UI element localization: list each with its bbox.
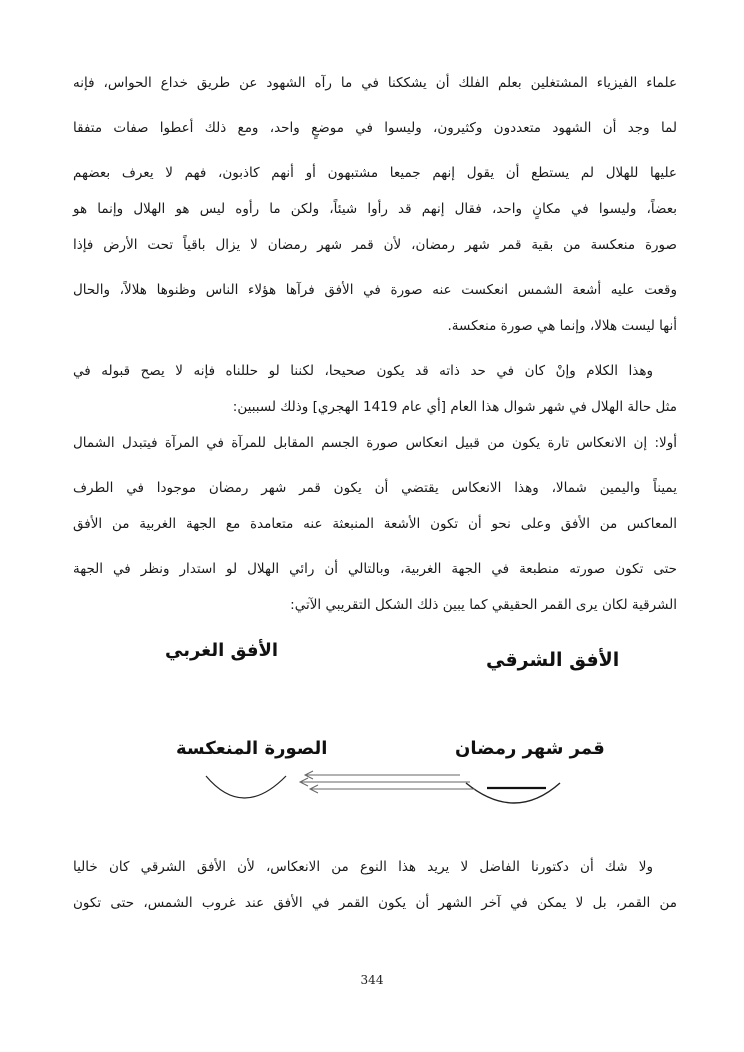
east-horizon-label: الأفق الشرقي (486, 649, 620, 671)
paragraph-line-6: وقعت عليه أشعة الشمس انعكست عنه صورة في الأفق فرآها هؤلاء الناس وظنوها هلالاً، والحال (73, 282, 677, 298)
west-horizon-label: الأفق الغربي (165, 640, 279, 661)
reflected-crescent (206, 776, 286, 798)
reflected-image-label: الصورة المنعكسة (176, 738, 328, 759)
ramadan-moon-label: قمر شهر رمضان (455, 738, 605, 759)
paragraph-line-5: صورة منعكسة من بقية قمر شهر رمضان، لأن قمر شهر رمضان لا يزال باقياً تحت الأرض فإذا (73, 237, 677, 253)
paragraph-line-3: عليها للهلال لم يستطع أن يقول إنهم جميعا مشتبهون أو أنهم كاذبون، فهم لا يعرف بعضهم (73, 165, 677, 181)
paragraph-line-1: علماء الفيزياء المشتغلين بعلم الفلك أن يشككنا في ما رآه الشهود عن طريق خداع الحواس، فإنه (73, 75, 677, 91)
moon-crescent (466, 783, 560, 803)
light-rays (300, 771, 475, 793)
paragraph-line-10: أولا: إن الانعكاس تارة يكون من قبيل انعكاس صورة الجسم المقابل للمرآة في المرآة فيتبدل الشمال (73, 435, 677, 451)
paragraph-line-16: من القمر، بل لا يمكن في آخر الشهر أن يكون القمر في الأفق عند غروب الشمس، حتى تكون (73, 895, 677, 911)
paragraph-line-15: ولا شك أن دكتورنا الفاضل لا يريد هذا النوع من الانعكاس، لأن الأفق الشرقي كان خاليا (73, 859, 653, 875)
paragraph-line-2: لما وجد أن الشهود متعددون وكثيرون، وليسوا في موضعٍ واحد، ومع ذلك أعطوا صفات متفقا (73, 120, 677, 136)
paragraph-line-8: وهذا الكلام وإنْ كان في حد ذاته قد يكون صحيحا، لكننا لو حللناه فإنه لا يصح قبوله في (73, 363, 653, 379)
paragraph-line-4: بعضاً، وليسوا في مكانٍ واحد، فقال إنهم قد رأوا شيئاً، ولكن ما رأوه ليس هو الهلال وإنما هو (73, 201, 677, 217)
paragraph-line-13: حتى تكون صورته منطبعة في الجهة الغربية، وبالتالي أن رائي الهلال لو استدار ونظر في الجهة (73, 561, 677, 577)
paragraph-line-14: الشرقية لكان يرى القمر الحقيقي كما يبين ذلك الشكل التقريبي الآتي: (290, 597, 677, 613)
paragraph-line-12: المعاكس من الأفق وعلى نحو أن تكون الأشعة المنبعثة عنه متعامدة مع الجهة الغربية من الأفق (73, 516, 677, 532)
page-number: 344 (360, 973, 384, 987)
paragraph-line-11: يميناً واليمين شمالا، وهذا الانعكاس يقتضي أن يكون قمر شهر رمضان موجودا في الطرف (73, 480, 677, 496)
paragraph-line-9: مثل حالة الهلال في شهر شوال هذا العام [أي عام 1419 الهجري] وذلك لسببين: (232, 399, 677, 415)
paragraph-line-7: أنها ليست هلالا، وإنما هي صورة منعكسة. (447, 318, 677, 334)
